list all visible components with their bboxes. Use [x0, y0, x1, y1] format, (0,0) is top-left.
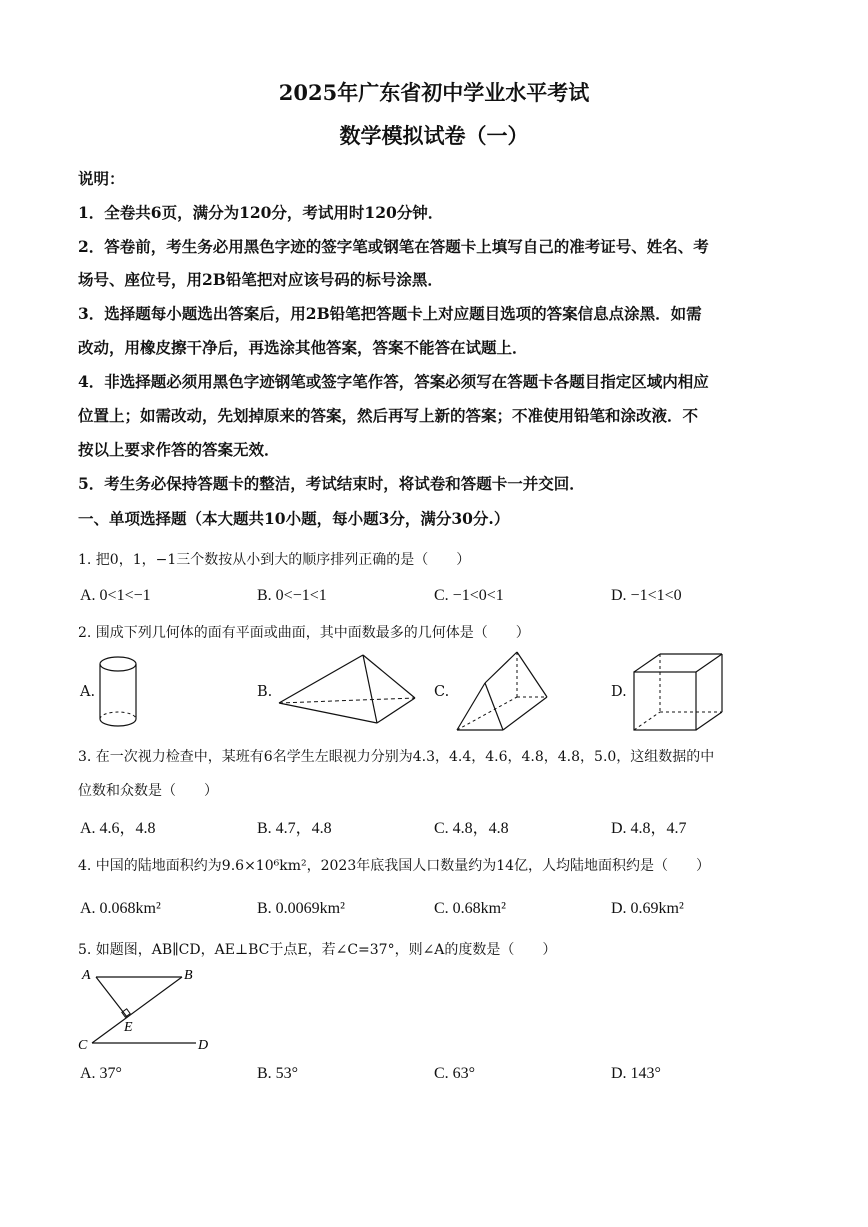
q4-option-c: C. 0.68km²	[434, 900, 506, 917]
q3-option-a: A. 4.6，4.8	[80, 820, 156, 837]
instruction-line: 3．选择题每小题选出答案后，用2B铅笔把答题卡上对应题目选项的答案信息点涂黑．如需	[78, 304, 702, 323]
point-d-label: D	[198, 1038, 209, 1053]
instruction-line: 4．非选择题必须用黑色字迹钢笔或签字笔作答，答案必须写在答题卡各题目指定区域内相应	[78, 372, 709, 391]
q4-option-a: A. 0.068km²	[80, 900, 161, 917]
instruction-line: 改动，用橡皮擦干净后，再选涂其他答案，答案不能答在试题上．	[78, 338, 528, 357]
instruction-line: 位置上；如需改动，先划掉原来的答案，然后再写上新的答案；不准使用铅笔和涂改液．不	[78, 406, 699, 425]
point-b-label: B	[184, 968, 193, 983]
prism-figure	[455, 650, 550, 732]
q1-option-c: C. −1<0<1	[434, 587, 504, 604]
point-c-label: C	[78, 1038, 88, 1053]
instructions-label: 说明：	[78, 169, 125, 188]
q3-option-c: C. 4.8，4.8	[434, 820, 509, 837]
question-3-stem: 3. 在一次视力检查中，某班有6名学生左眼视力分别为4.3，4.4，4.6，4.8，4.8，5.0，这组数据的中	[78, 749, 715, 765]
q1-option-a: A. 0<1<−1	[80, 587, 151, 604]
q1-option-d: D. −1<1<0	[611, 587, 682, 604]
question-3-stem-cont: 位数和众数是（ ）	[78, 783, 218, 799]
instruction-line: 按以上要求作答的答案无效．	[78, 440, 280, 459]
q5-option-c: C. 63°	[434, 1065, 476, 1082]
q2-option-d: D.	[611, 684, 627, 700]
q5-option-d: D. 143°	[611, 1065, 661, 1082]
q1-option-b: B. 0<−1<1	[257, 587, 327, 604]
question-2-stem: 2. 围成下列几何体的面有平面或曲面，其中面数最多的几何体是（ ）	[78, 625, 530, 641]
cube-figure	[632, 652, 724, 732]
q3-option-d: D. 4.8，4.7	[611, 820, 687, 837]
q4-option-b: B. 0.0069km²	[257, 900, 345, 917]
point-e-label: E	[124, 1020, 133, 1035]
point-a-label: A	[82, 968, 91, 983]
instruction-line: 场号、座位号，用2B铅笔把对应该号码的标号涂黑．	[78, 270, 443, 289]
question-5-stem: 5. 如题图，AB∥CD，AE⊥BC于点E，若∠C=37°，则∠A的度数是（ ）	[78, 942, 557, 958]
q4-option-d: D. 0.69km²	[611, 900, 684, 917]
parallel-lines-figure	[78, 965, 218, 1055]
instruction-line: 2．答卷前，考生务必用黑色字迹的签字笔或钢笔在答题卡上填写自己的准考证号、姓名、考	[78, 237, 709, 256]
pyramid-figure	[277, 653, 417, 728]
q2-option-b: B.	[257, 684, 273, 700]
q5-option-b: B. 53°	[257, 1065, 299, 1082]
q2-option-a: A.	[80, 684, 96, 700]
q3-option-b: B. 4.7，4.8	[257, 820, 332, 837]
cylinder-figure	[98, 655, 140, 730]
exam-title: 2025年广东省初中学业水平考试	[278, 80, 590, 105]
q2-option-c: C.	[434, 684, 450, 700]
instruction-line: 1．全卷共6页，满分为120分，考试用时120分钟．	[78, 203, 444, 222]
exam-subtitle: 数学模拟试卷（一）	[339, 123, 529, 148]
instruction-line: 5．考生务必保持答题卡的整洁，考试结束时，将试卷和答题卡一并交回．	[78, 474, 585, 493]
q5-option-a: A. 37°	[80, 1065, 122, 1082]
section-heading: 一、单项选择题（本大题共10小题，每小题3分，满分30分.）	[78, 509, 510, 528]
question-1-stem: 1. 把0，1，−1三个数按从小到大的顺序排列正确的是（ ）	[78, 552, 471, 568]
question-4-stem: 4. 中国的陆地面积约为9.6×10⁶km²，2023年底我国人口数量约为14亿，人均陆地面积约是（ ）	[78, 858, 711, 874]
